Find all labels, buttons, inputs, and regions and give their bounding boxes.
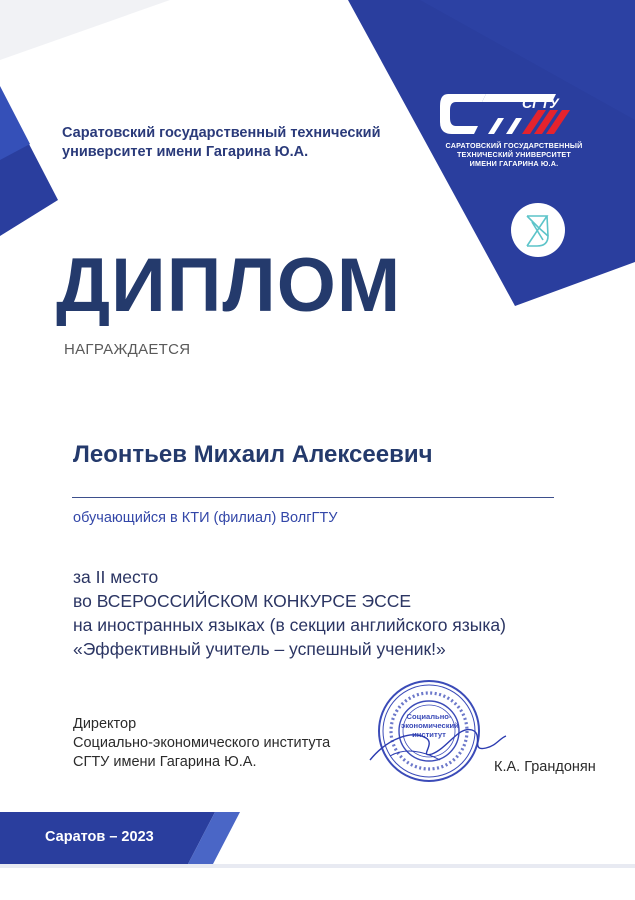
signer-name: К.А. Грандонян [494, 759, 596, 775]
stamp-line1: Социально- [406, 712, 452, 721]
top-left-shade [0, 0, 170, 60]
recipient-name: Леонтьев Михаил Алексеевич [73, 441, 433, 468]
university-name [62, 124, 422, 162]
signatory-role [73, 715, 330, 772]
stamp-line2: экономический [401, 721, 459, 730]
student-affiliation: обучающийся в КТИ (филиал) ВолгГТУ [73, 510, 338, 526]
logo-letter-s [440, 94, 486, 134]
reason-line4: «Эффективный учитель – успешный ученик!» [73, 639, 446, 659]
university-name-line2: университет имени Гагарина Ю.А. [62, 144, 309, 160]
handwritten-signature [360, 708, 510, 778]
reason-line2: во ВСЕРОССИЙСКОМ КОНКУРСЕ ЭССЕ [73, 591, 412, 611]
stamp-line3: институт [412, 730, 446, 739]
award-reason [73, 565, 593, 661]
signatory-role-line2: Социально-экономического института [73, 735, 331, 751]
city-year: Саратов – 2023 [45, 829, 154, 845]
logo-caption-line1: САРАТОВСКИЙ ГОСУДАРСТВЕННЫЙ [445, 141, 583, 150]
signatory-role-line3: СГТУ имени Гагарина Ю.А. [73, 754, 257, 770]
logo-caption [434, 141, 594, 168]
logo-text: СГТУ [522, 95, 559, 111]
logo-caption-line3: ИМЕНИ ГАГАРИНА Ю.А. [469, 159, 559, 168]
diploma-title: ДИПЛОМ [56, 243, 402, 328]
university-logo [438, 88, 588, 140]
reason-line1: за II место [73, 567, 159, 587]
logo-caption-line2: ТЕХНИЧЕСКИЙ УНИВЕРСИТЕТ [456, 150, 572, 159]
logo-red-stripes [522, 110, 570, 134]
awarded-label: НАГРАЖДАЕТСЯ [64, 341, 191, 358]
reason-line3: на иностранных языках (в секции английского языка) [73, 615, 506, 635]
signatory-role-line1: Директор [73, 716, 137, 732]
emblem-icon [510, 202, 566, 258]
name-underline [72, 497, 554, 498]
university-name-line1: Саратовский государственный технический [62, 125, 381, 141]
footer-rule [0, 864, 635, 868]
logo-white-stripes [488, 118, 522, 134]
